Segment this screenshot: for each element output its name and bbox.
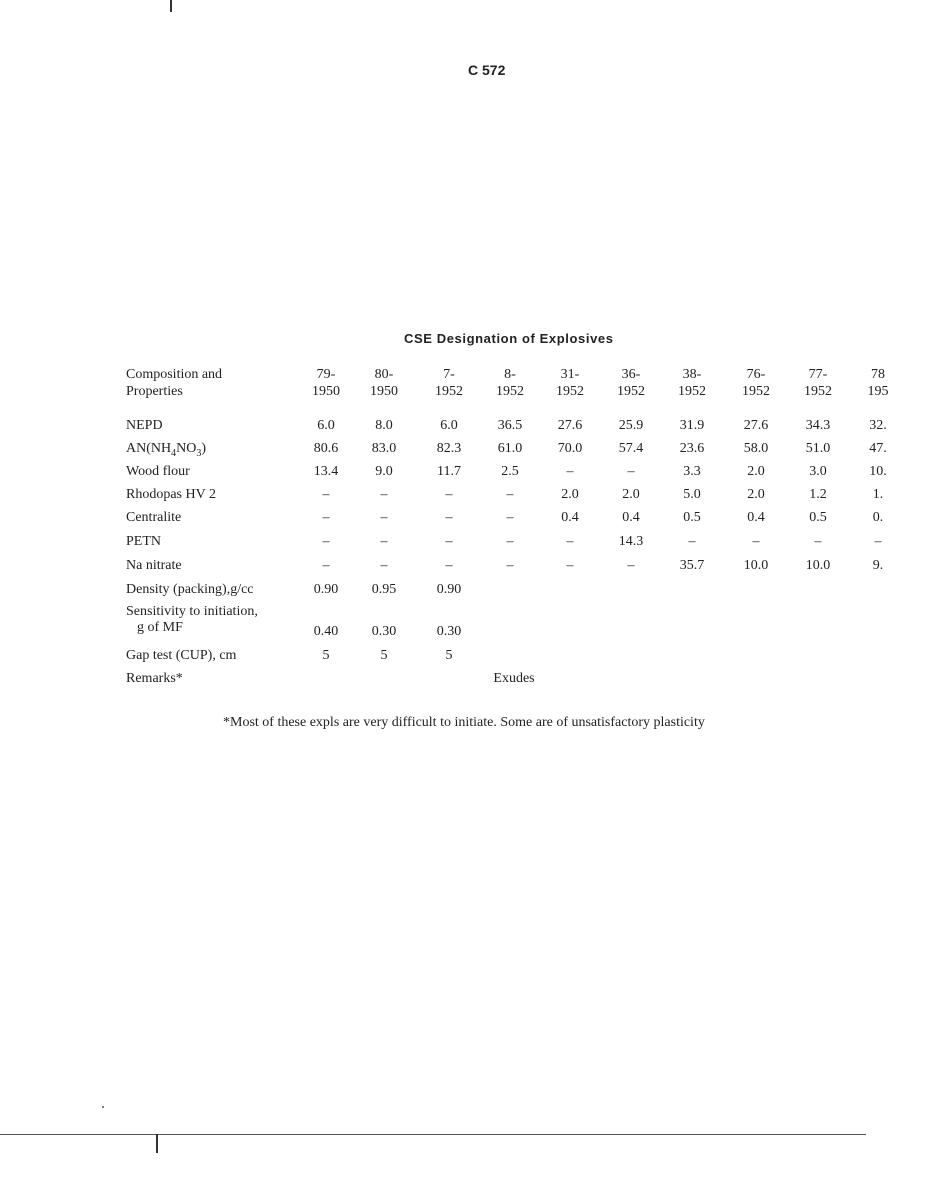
table-cell: – (322, 558, 330, 573)
row-label: Na nitrate (126, 558, 182, 573)
table-cell: 0.30 (436, 624, 462, 639)
table-cell: 3.3 (683, 464, 701, 479)
table-cell: – (322, 487, 330, 502)
table-cell: – (445, 534, 453, 549)
table-cell: 0.5 (683, 510, 701, 525)
column-header: 79- 1950 (312, 367, 340, 399)
scan-mark-bottom (156, 1134, 158, 1153)
table-cell: 0.30 (371, 624, 397, 639)
table-cell: 9. (872, 558, 884, 573)
table-cell: 8.0 (375, 418, 393, 433)
table-cell: 0.4 (747, 510, 765, 525)
table-cell: – (688, 534, 696, 549)
table-cell: 10.0 (805, 558, 831, 573)
table-cell: 27.6 (557, 418, 583, 433)
table-cell: 47. (869, 441, 887, 456)
page-number: C 572 (468, 62, 506, 78)
table-cell: 34.3 (805, 418, 831, 433)
table-cell: – (506, 487, 514, 502)
column-header: 76- 1952 (742, 367, 770, 399)
table-cell: 2.0 (561, 487, 579, 502)
table-cell: 70.0 (557, 441, 583, 456)
row-label: $AN(NH_4NO_3)$ (126, 441, 207, 459)
table-cell: – (627, 464, 635, 479)
row-label: PETN (126, 534, 161, 549)
table-cell: – (380, 534, 388, 549)
table-cell: 23.6 (679, 441, 705, 456)
bottom-rule (0, 1134, 866, 1135)
table-cell: 6.0 (317, 418, 335, 433)
table-cell: 83.0 (371, 441, 397, 456)
scan-mark-top (170, 0, 172, 12)
row-label: NEPD (126, 418, 163, 433)
table-cell: – (814, 534, 822, 549)
table-cell: 5 (322, 648, 330, 663)
table-cell: – (566, 464, 574, 479)
column-header: 78 195 (867, 367, 889, 399)
table-cell: 0.4 (561, 510, 579, 525)
row-label: Gap test (CUP), cm (126, 648, 237, 663)
column-header: 36- 1952 (617, 367, 645, 399)
table-cell: 13.4 (313, 464, 339, 479)
table-cell: – (874, 534, 882, 549)
table-cell: – (380, 558, 388, 573)
table-cell: 3.0 (809, 464, 827, 479)
table-cell: 0.4 (622, 510, 640, 525)
table-cell: – (566, 558, 574, 573)
table-cell: – (566, 534, 574, 549)
header-label: Composition and Properties (126, 367, 223, 399)
table-cell: 25.9 (618, 418, 644, 433)
table-cell: 5 (380, 648, 388, 663)
table-cell: 31.9 (679, 418, 705, 433)
table-cell: 2.0 (747, 464, 765, 479)
table-cell: 36.5 (497, 418, 523, 433)
table-cell: 35.7 (679, 558, 705, 573)
column-header: 77- 1952 (804, 367, 832, 399)
table-cell: 0.90 (436, 582, 462, 597)
explosives-table (126, 366, 936, 696)
table-cell: – (445, 558, 453, 573)
table-cell: 2.0 (622, 487, 640, 502)
table-cell: 9.0 (375, 464, 393, 479)
table-cell: – (506, 534, 514, 549)
table-cell: – (445, 510, 453, 525)
column-header: 38- 1952 (678, 367, 706, 399)
table-cell: – (445, 487, 453, 502)
remark-note: Exudes (493, 671, 535, 686)
table-cell: 1.2 (809, 487, 827, 502)
row-label: Wood flour (126, 464, 190, 479)
table-cell: 27.6 (743, 418, 769, 433)
table-cell: 5 (445, 648, 453, 663)
table-cell: 10. (869, 464, 887, 479)
table-cell: – (380, 510, 388, 525)
table-cell: – (322, 510, 330, 525)
row-label: Sensitivity to initiation, g of MF (126, 604, 258, 635)
table-cell: 0.90 (313, 582, 339, 597)
row-label: Rhodopas HV 2 (126, 487, 216, 502)
table-cell: 10.0 (743, 558, 769, 573)
table-cell: 58.0 (743, 441, 769, 456)
table-cell: 0.40 (313, 624, 339, 639)
table-cell: – (380, 487, 388, 502)
table-title: CSE Designation of Explosives (404, 331, 614, 346)
table-cell: 51.0 (805, 441, 831, 456)
table-cell: 11.7 (437, 464, 461, 479)
column-header: 7- 1952 (435, 367, 463, 399)
table-cell: 1. (872, 487, 884, 502)
column-header: 31- 1952 (556, 367, 584, 399)
table-cell: 6.0 (440, 418, 458, 433)
table-cell: 61.0 (497, 441, 523, 456)
table-cell: 0.5 (809, 510, 827, 525)
table-cell: – (752, 534, 760, 549)
table-cell: – (506, 558, 514, 573)
table-cell: – (322, 534, 330, 549)
table-cell: 2.0 (747, 487, 765, 502)
column-header: 8- 1952 (496, 367, 524, 399)
table-cell: 2.5 (501, 464, 519, 479)
table-cell: 14.3 (618, 534, 644, 549)
row-label: Centralite (126, 510, 182, 525)
table-cell: 5.0 (683, 487, 701, 502)
table-cell: – (627, 558, 635, 573)
row-label: Density (packing),g/cc (126, 582, 254, 597)
table-cell: 0.95 (371, 582, 397, 597)
table-cell: 0. (872, 510, 884, 525)
table-cell: 57.4 (618, 441, 644, 456)
table-footnote: *Most of these expls are very difficult to initiate. Some are of unsatisfactory plasticity (223, 715, 705, 730)
table-cell: – (506, 510, 514, 525)
table-cell: 80.6 (313, 441, 339, 456)
scan-dot (102, 1106, 104, 1108)
row-label: Remarks* (126, 671, 183, 686)
table-cell: 32. (869, 418, 887, 433)
table-cell: 82.3 (436, 441, 462, 456)
column-header: 80- 1950 (370, 367, 398, 399)
